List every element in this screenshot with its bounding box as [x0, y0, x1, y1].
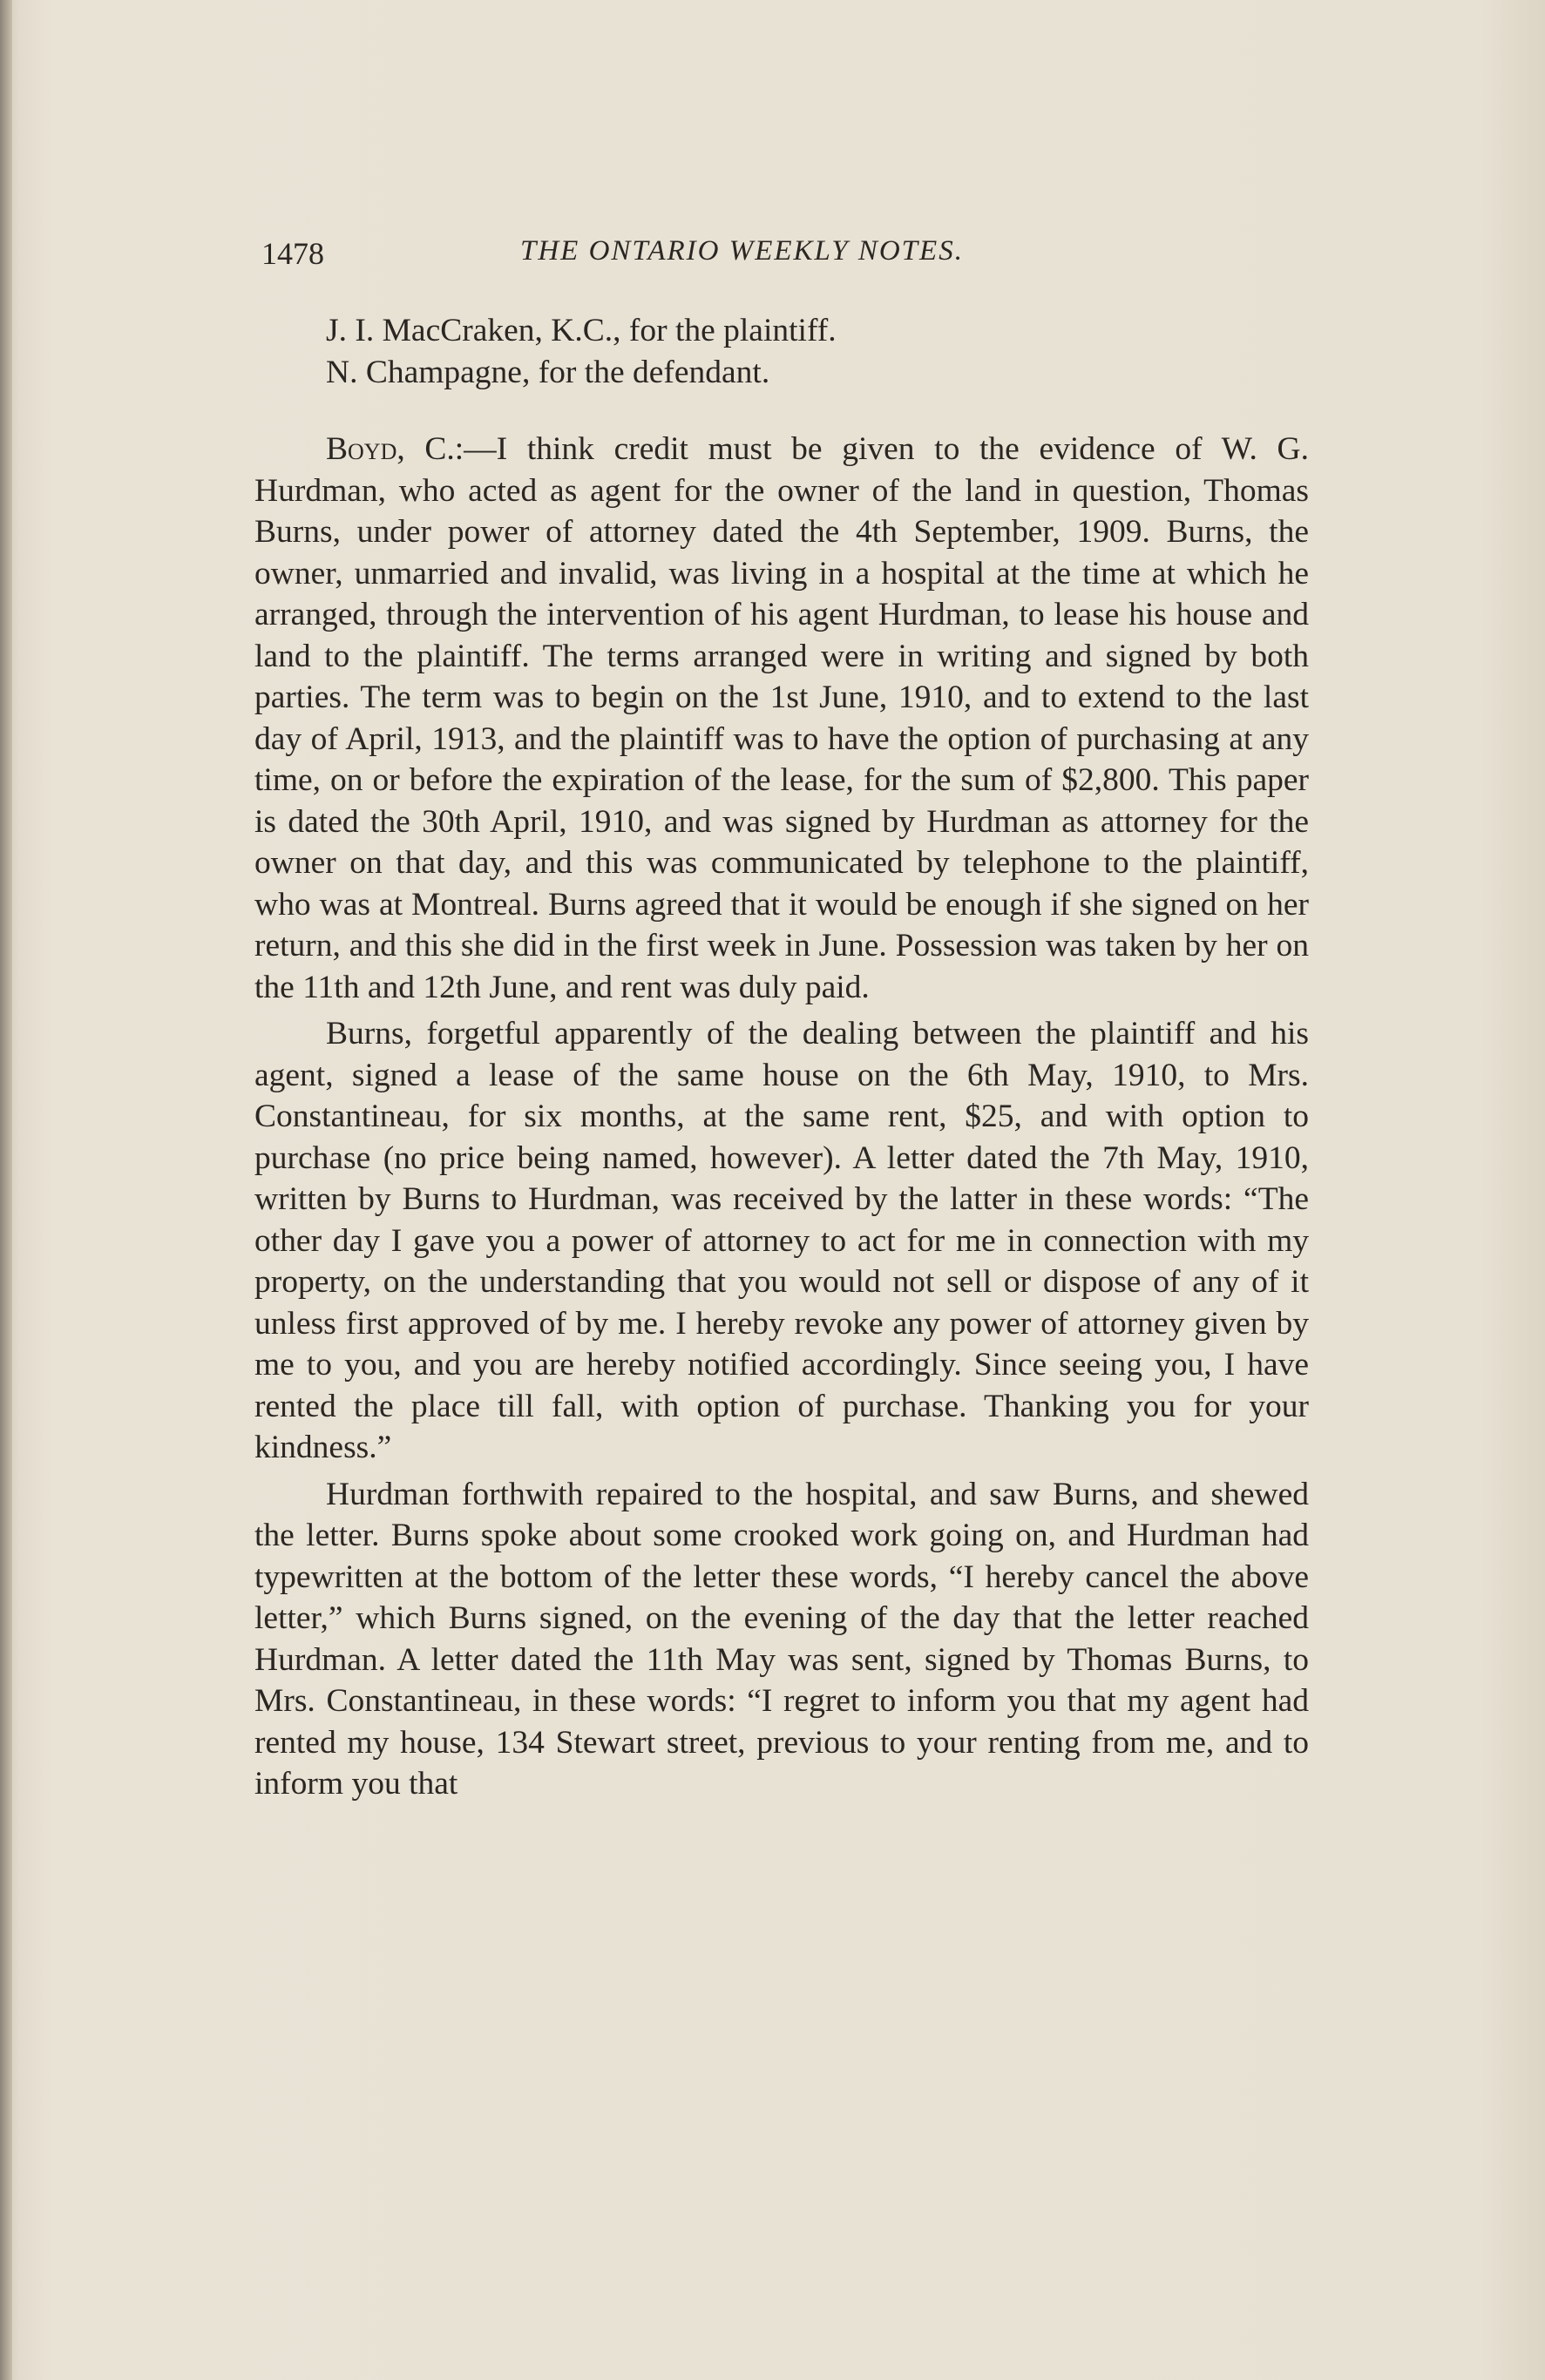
- judge-suffix: , C.:—: [396, 431, 497, 467]
- paragraph: [254, 429, 1309, 1008]
- page-text-block: [254, 235, 1309, 1810]
- running-title: THE ONTARIO WEEKLY NOTES.: [520, 235, 964, 267]
- running-header: [254, 235, 1309, 287]
- paragraph-text: I think credit must be given to the evidence of W. G. Hurdman, who acted as agent for the owner of the land in question, Thomas Burns, under power of attorney dated the 4th September, 1909. Burns, the owner, unmarried and invalid, was living in a hospital at the time at which he arranged, through the intervention of his agent Hurdman, to lease his house and land to the plaintiff. The terms arranged were in writing and signed by both parties. The term was to begin on the 1st June, 1910, and to extend to the last day of April, 1913, and the plaintiff was to have the option of purchasing at any time, on or before the expiration of the lease, for the sum of $2,800. This paper is dated the 30th April, 1910, and was signed by Hurdman as attorney for the owner on that day, and this was communicated by telephone to the plaintiff, who was at Montreal. Burns agreed that it would be enough if she signed on her return, and this she did in the first week in June. Possession was taken by her on the 11th and 12th June, and rent was duly paid.: [254, 431, 1309, 1005]
- counsel-defendant: N. Champagne, for the defendant.: [326, 355, 770, 390]
- page-spine-shadow: [0, 0, 12, 2380]
- paragraph: Hurdman forthwith repaired to the hospital, and saw Burns, and shewed the letter. Burns spoke about some crooked work going on, and Hurdman had typewritten at the bottom of the letter these words, “I hereby cancel the above letter,” which Burns signed, on the evening of the day that the letter reached Hurdman. A letter dated the 11th May was sent, signed by Thomas Burns, to Mrs. Constantineau, in these words: “I regret to inform you that my agent had rented my house, 134 Stewart street, previous to your renting from me, and to inform you that: [254, 1476, 1309, 1802]
- counsel-plaintiff: J. I. MacCraken, K.C., for the plaintiff.: [326, 313, 837, 348]
- judge-name: Boyd: [326, 431, 397, 467]
- paragraph: Burns, forgetful apparently of the dealing between the plaintiff and his agent, signed a lease of the same house on the 6th May, 1910, to Mrs. Constantineau, for six months, at the same rent, $25, and with option to purchase (no price being named, however). A letter dated the 7th May, 1910, written by Burns to Hurdman, was received by the latter in these words: “The other day I gave you a power of attorney to act for me in connection with my property, on the understanding that you would not sell or dispose of any of it unless first approved of by me. I hereby revoke any power of attorney given by me to you, and you are hereby notified accordingly. Since seeing you, I have rented the place till fall, with option of purchase. Thanking you for your kindness.”: [254, 1016, 1309, 1465]
- judgment-body: [254, 429, 1309, 1805]
- page-number: 1478: [261, 236, 324, 271]
